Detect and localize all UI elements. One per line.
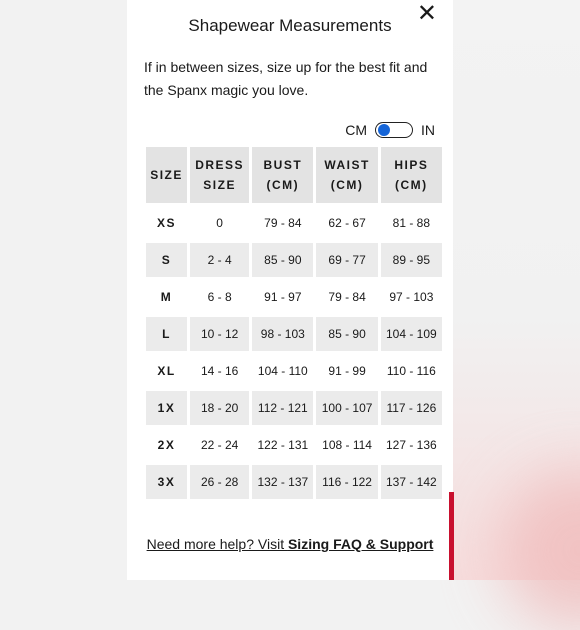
column-header [316, 147, 377, 203]
table-cell: 79 - 84 [328, 290, 366, 304]
table-cell: 69 - 77 [316, 243, 377, 277]
size-cell: 2X [157, 438, 176, 452]
table-cell: 127 - 136 [385, 438, 437, 452]
table-cell: 22 - 24 [200, 438, 239, 452]
close-icon[interactable]: ✕ [416, 0, 437, 27]
table-cell: 110 - 116 [386, 364, 436, 378]
size-chart-modal [127, 0, 453, 580]
table-cell: 100 - 107 [316, 391, 377, 425]
table-cell: 89 - 95 [381, 243, 442, 277]
unit-toggle[interactable] [375, 122, 413, 138]
column-header [252, 147, 313, 203]
table-cell: 108 - 114 [322, 438, 372, 452]
table-cell: 6 - 8 [207, 290, 232, 304]
toggle-knob [378, 124, 390, 136]
column-header-line: SIZE [150, 168, 183, 182]
column-header-line: WAIST [324, 158, 370, 172]
column-header-line: (CM) [330, 178, 364, 192]
table-row [146, 354, 442, 388]
column-header-line: (CM) [395, 178, 428, 192]
table-cell: 117 - 126 [381, 391, 442, 425]
size-cell: XS [157, 216, 177, 230]
unit-label-in[interactable]: IN [421, 122, 435, 138]
table-cell: 91 - 99 [328, 364, 366, 378]
table-row [146, 243, 442, 277]
size-table [143, 144, 445, 502]
column-header [381, 147, 442, 203]
column-header-line: DRESS [195, 158, 245, 172]
table-cell: 81 - 88 [392, 216, 431, 230]
help-prefix: Need more help? Visit [146, 536, 288, 552]
size-cell: XL [157, 364, 176, 378]
table-row [146, 465, 442, 499]
sizing-faq-link: Sizing FAQ & Support [287, 536, 434, 552]
size-cell: 3X [146, 465, 187, 499]
column-header-line: (CM) [266, 178, 300, 192]
size-cell: M [160, 290, 173, 304]
column-header [146, 147, 187, 203]
column-header-line: SIZE [203, 178, 236, 192]
help-link[interactable] [147, 536, 434, 552]
size-cell: S [146, 243, 187, 277]
table-cell: 85 - 90 [316, 317, 377, 351]
unit-label-cm[interactable]: CM [345, 122, 367, 138]
table-cell: 2 - 4 [190, 243, 249, 277]
unit-switch [345, 120, 435, 140]
size-cell: 1X [146, 391, 187, 425]
table-cell: 62 - 67 [328, 216, 366, 230]
scroll-indicator[interactable] [449, 492, 454, 580]
intro-text: If in between sizes, size up for the best fit and the Spanx magic you love. [144, 59, 428, 98]
column-header-line: BUST [263, 158, 303, 172]
table-cell: 104 - 109 [381, 317, 442, 351]
table-row [146, 428, 442, 462]
table-header-row [146, 147, 442, 203]
size-cell: L [146, 317, 187, 351]
table-cell: 26 - 28 [190, 465, 249, 499]
modal-title: Shapewear Measurements [188, 16, 392, 35]
column-header [190, 147, 249, 203]
table-cell: 104 - 110 [257, 364, 308, 378]
table-row [146, 317, 442, 351]
table-cell: 79 - 84 [264, 216, 302, 230]
column-header-line: HIPS [394, 158, 429, 172]
table-cell: 137 - 142 [381, 465, 442, 499]
table-cell: 85 - 90 [252, 243, 313, 277]
table-cell: 122 - 131 [257, 438, 309, 452]
table-body [146, 206, 442, 499]
table-cell: 98 - 103 [252, 317, 313, 351]
table-cell: 116 - 122 [316, 465, 377, 499]
table-cell: 97 - 103 [389, 290, 434, 304]
table-cell: 14 - 16 [200, 364, 239, 378]
table-cell: 10 - 12 [190, 317, 249, 351]
table-row [146, 280, 442, 314]
table-cell: 112 - 121 [252, 391, 313, 425]
table-cell: 18 - 20 [190, 391, 249, 425]
table-row [146, 206, 442, 240]
table-row [146, 391, 442, 425]
help-text [127, 536, 453, 552]
table-cell: 132 - 137 [252, 465, 313, 499]
table-cell: 91 - 97 [264, 290, 302, 304]
table-cell: 0 [216, 216, 223, 230]
